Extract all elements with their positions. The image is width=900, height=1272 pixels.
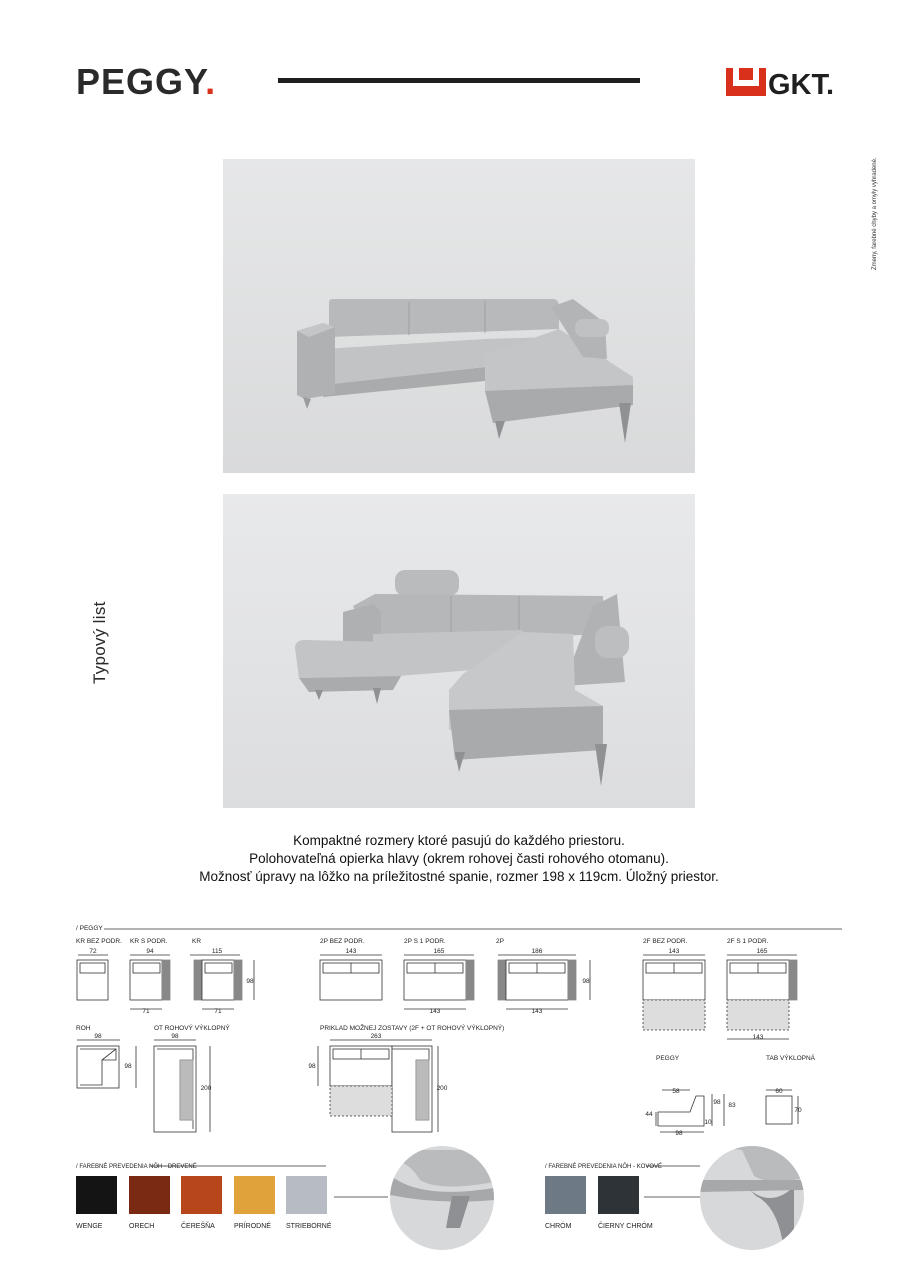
description-line: Kompaktné rozmery ktoré pasujú do každého priestoru. bbox=[293, 833, 625, 848]
swatch-prirodne bbox=[234, 1176, 275, 1214]
dimension-value: 72 bbox=[89, 948, 97, 955]
swatch-wenge bbox=[76, 1176, 117, 1214]
legs-metal-label: / FAREBNÉ PREVEDENIA NÔH - KOVOVÉ bbox=[545, 1164, 663, 1170]
description-line: Možnosť úpravy na lôžko na príležitostné spanie, rozmer 198 x 119cm. Úložný priestor. bbox=[199, 869, 719, 884]
dimension-value: 98 bbox=[246, 978, 254, 985]
swatch-label: STRIEBORNÉ bbox=[286, 1223, 332, 1230]
dimension-value: 98 bbox=[308, 1063, 316, 1070]
swatch-label: PRÍRODNÉ bbox=[234, 1223, 271, 1230]
dimension-value: 44 bbox=[645, 1111, 653, 1118]
swatch-label: WENGE bbox=[76, 1223, 103, 1230]
module-label: PRIKLAD MOŽNEJ ZOSTAVY (2F + OT ROHOVÝ VÝKLOPNÝ) bbox=[320, 1025, 505, 1032]
description-line: Polohovateľná opierka hlavy (okrem rohovej časti rohového otomanu). bbox=[249, 851, 669, 866]
dimension-value: 200 bbox=[436, 1085, 448, 1092]
modules-section-label: / PEGGY bbox=[76, 925, 103, 932]
dimension-value: 70 bbox=[794, 1107, 802, 1114]
dimension-value: 263 bbox=[370, 1033, 382, 1040]
dimension-value: 165 bbox=[756, 948, 768, 955]
module-label: PEGGY bbox=[656, 1055, 680, 1062]
module-label: KR BEZ PODR. bbox=[76, 938, 122, 945]
dimension-value: 143 bbox=[345, 948, 357, 955]
swatch-chrom bbox=[545, 1176, 586, 1214]
dimension-value: 200 bbox=[200, 1085, 212, 1092]
dimension-value: 98 bbox=[171, 1033, 179, 1040]
dimension-value: 186 bbox=[531, 948, 543, 955]
legs-wood-label: / FAREBNÉ PREVEDENIA NÔH - DREVENÉ bbox=[76, 1164, 197, 1170]
swatch-ceresna bbox=[181, 1176, 222, 1214]
dimension-value: 98 bbox=[94, 1033, 102, 1040]
swatch-label: ORECH bbox=[129, 1223, 155, 1230]
module-label: 2P bbox=[496, 938, 504, 945]
module-label: OT ROHOVÝ VÝKLOPNÝ bbox=[154, 1025, 230, 1032]
module-label: 2F S 1 PODR. bbox=[727, 938, 769, 945]
module-label: ROH bbox=[76, 1025, 91, 1032]
module-label: 2P BEZ PODR. bbox=[320, 938, 365, 945]
dimension-value: 60 bbox=[775, 1088, 783, 1095]
swatch-strieborne bbox=[286, 1176, 327, 1214]
swatch-orech bbox=[129, 1176, 170, 1214]
dimension-value: 165 bbox=[433, 948, 445, 955]
module-label: KR S PODR. bbox=[130, 938, 168, 945]
dimension-value: 143 bbox=[429, 1008, 441, 1015]
brand-name: PEGGY bbox=[76, 61, 206, 102]
module-label: 2F BEZ PODR. bbox=[643, 938, 688, 945]
swatch-cierny-chrom bbox=[598, 1176, 639, 1214]
module-label: KR bbox=[192, 938, 202, 945]
dimension-value: 98 bbox=[582, 978, 590, 985]
dimension-value: 143 bbox=[752, 1034, 764, 1041]
side-note-text: Zmeny, farebné chyby a omyly vyhradené. bbox=[872, 157, 878, 270]
module-label: TAB VÝKLOPNÁ bbox=[766, 1055, 816, 1062]
leg-detail-metal bbox=[700, 1146, 804, 1250]
dimension-value: 98 bbox=[713, 1099, 721, 1106]
document-type-text: Typový list bbox=[90, 601, 109, 684]
swatch-label: CHRÓM bbox=[545, 1223, 572, 1230]
dimension-value: 98 bbox=[675, 1130, 683, 1137]
dimension-value: 83 bbox=[728, 1102, 736, 1109]
dimension-value: 143 bbox=[531, 1008, 543, 1015]
dimension-value: 115 bbox=[211, 948, 223, 955]
dimension-value: 10 bbox=[704, 1119, 712, 1126]
module-label: 2P S 1 PODR. bbox=[404, 938, 446, 945]
logo-text: GKT. bbox=[768, 69, 835, 100]
swatch-label: ČIERNY CHRÓM bbox=[598, 1223, 653, 1230]
dimension-value: 98 bbox=[124, 1063, 132, 1070]
dimension-value: 58 bbox=[672, 1088, 680, 1095]
leg-detail-wood bbox=[390, 1146, 494, 1250]
swatch-label: ČEREŠŇA bbox=[181, 1223, 215, 1230]
dimension-value: 71 bbox=[142, 1008, 150, 1015]
dimension-value: 71 bbox=[214, 1008, 222, 1015]
dimension-value: 94 bbox=[146, 948, 154, 955]
dimension-value: 143 bbox=[668, 948, 680, 955]
brand-dot: . bbox=[205, 61, 217, 102]
